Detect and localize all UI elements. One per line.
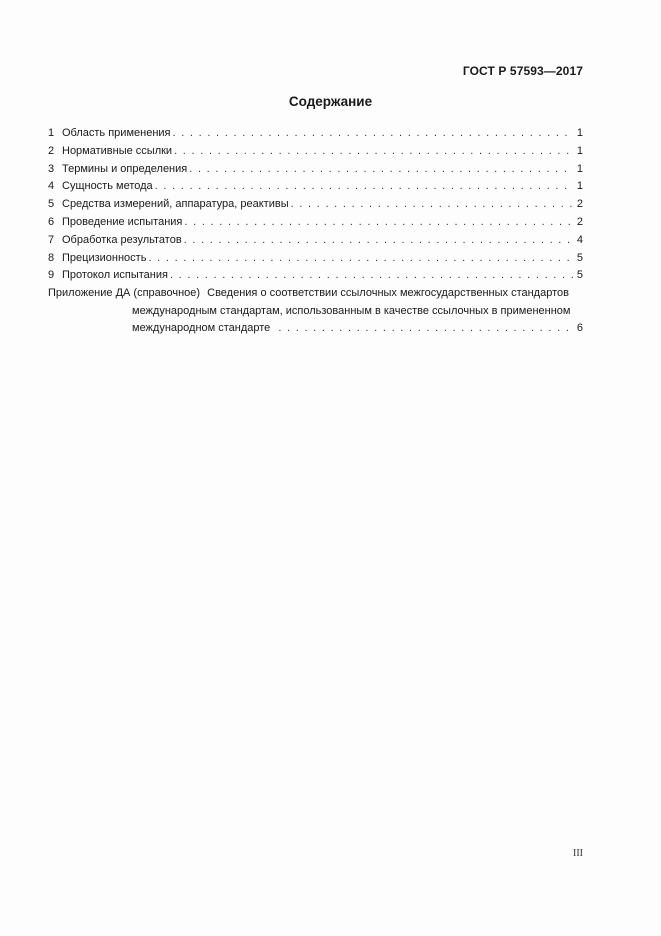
dot-leader bbox=[189, 161, 573, 179]
toc-entry[interactable] bbox=[48, 214, 583, 232]
table-of-contents bbox=[48, 125, 583, 338]
appendix-title-line-1: Сведения о соответствии ссылочных межгосударственных стандартов bbox=[207, 287, 569, 300]
toc-entry-number: 3 bbox=[48, 162, 55, 175]
toc-entry-label: Нормативные ссылки bbox=[62, 144, 173, 157]
toc-entry-label: Проведение испытания bbox=[62, 215, 183, 228]
toc-entry-page: 1 bbox=[576, 180, 583, 193]
page-number: III bbox=[573, 848, 583, 859]
toc-entry-number: 4 bbox=[48, 180, 55, 193]
toc-entry[interactable] bbox=[48, 178, 583, 196]
toc-entry-label: Термины и определения bbox=[62, 162, 188, 175]
toc-entry-page: 1 bbox=[576, 127, 583, 139]
toc-entry-number: 8 bbox=[48, 251, 55, 264]
dot-leader bbox=[174, 143, 573, 161]
toc-entry-number: 1 bbox=[48, 127, 55, 139]
document-code: ГОСТ Р 57593—2017 bbox=[462, 64, 583, 78]
toc-entry-label: Средства измерений, аппаратура, реактивы bbox=[62, 198, 289, 211]
toc-entry-number: 5 bbox=[48, 198, 55, 211]
dot-leader bbox=[155, 178, 573, 196]
toc-entry-number: 9 bbox=[48, 269, 55, 282]
dot-leader bbox=[170, 267, 573, 285]
toc-entry-number: 2 bbox=[48, 144, 55, 157]
toc-entry[interactable] bbox=[48, 267, 583, 285]
toc-entry-page: 5 bbox=[576, 251, 583, 264]
dot-leader bbox=[148, 250, 573, 268]
dot-leader bbox=[291, 196, 573, 214]
appendix-title-line-3: международном стандарте bbox=[132, 322, 271, 335]
toc-entry[interactable] bbox=[48, 125, 583, 143]
toc-entry-number: 7 bbox=[48, 233, 55, 246]
dot-leader bbox=[184, 214, 573, 232]
toc-entry-page: 1 bbox=[576, 144, 583, 157]
toc-entry-page: 4 bbox=[576, 233, 583, 246]
dot-leader bbox=[278, 320, 573, 338]
toc-entry[interactable] bbox=[48, 161, 583, 179]
appendix-title-line-2: международным стандартам, использованным в качестве ссылочных в примененном bbox=[132, 304, 571, 317]
toc-entry-page: 1 bbox=[576, 162, 583, 175]
toc-entry[interactable] bbox=[48, 250, 583, 268]
appendix-page: 6 bbox=[576, 322, 583, 335]
toc-entry[interactable] bbox=[48, 232, 583, 250]
toc-entry-label: Сущность метода bbox=[62, 180, 153, 193]
toc-title: Содержание bbox=[288, 94, 373, 109]
toc-entry-page: 2 bbox=[576, 198, 583, 211]
appendix-heading: Приложение ДА (справочное) bbox=[48, 287, 201, 300]
toc-entry[interactable] bbox=[48, 143, 583, 161]
toc-entry[interactable] bbox=[48, 196, 583, 214]
toc-entry-page: 2 bbox=[576, 215, 583, 228]
toc-appendix-entry[interactable] bbox=[48, 285, 583, 338]
toc-entry-label: Протокол испытания bbox=[62, 269, 168, 282]
toc-entry-label: Область применения bbox=[62, 127, 171, 139]
toc-entry-number: 6 bbox=[48, 215, 55, 228]
dot-leader bbox=[184, 232, 573, 250]
dot-leader bbox=[173, 125, 574, 143]
toc-entry-label: Обработка результатов bbox=[62, 233, 182, 246]
toc-entry-label: Прецизионность bbox=[62, 251, 147, 264]
toc-entry-page: 5 bbox=[576, 269, 583, 282]
